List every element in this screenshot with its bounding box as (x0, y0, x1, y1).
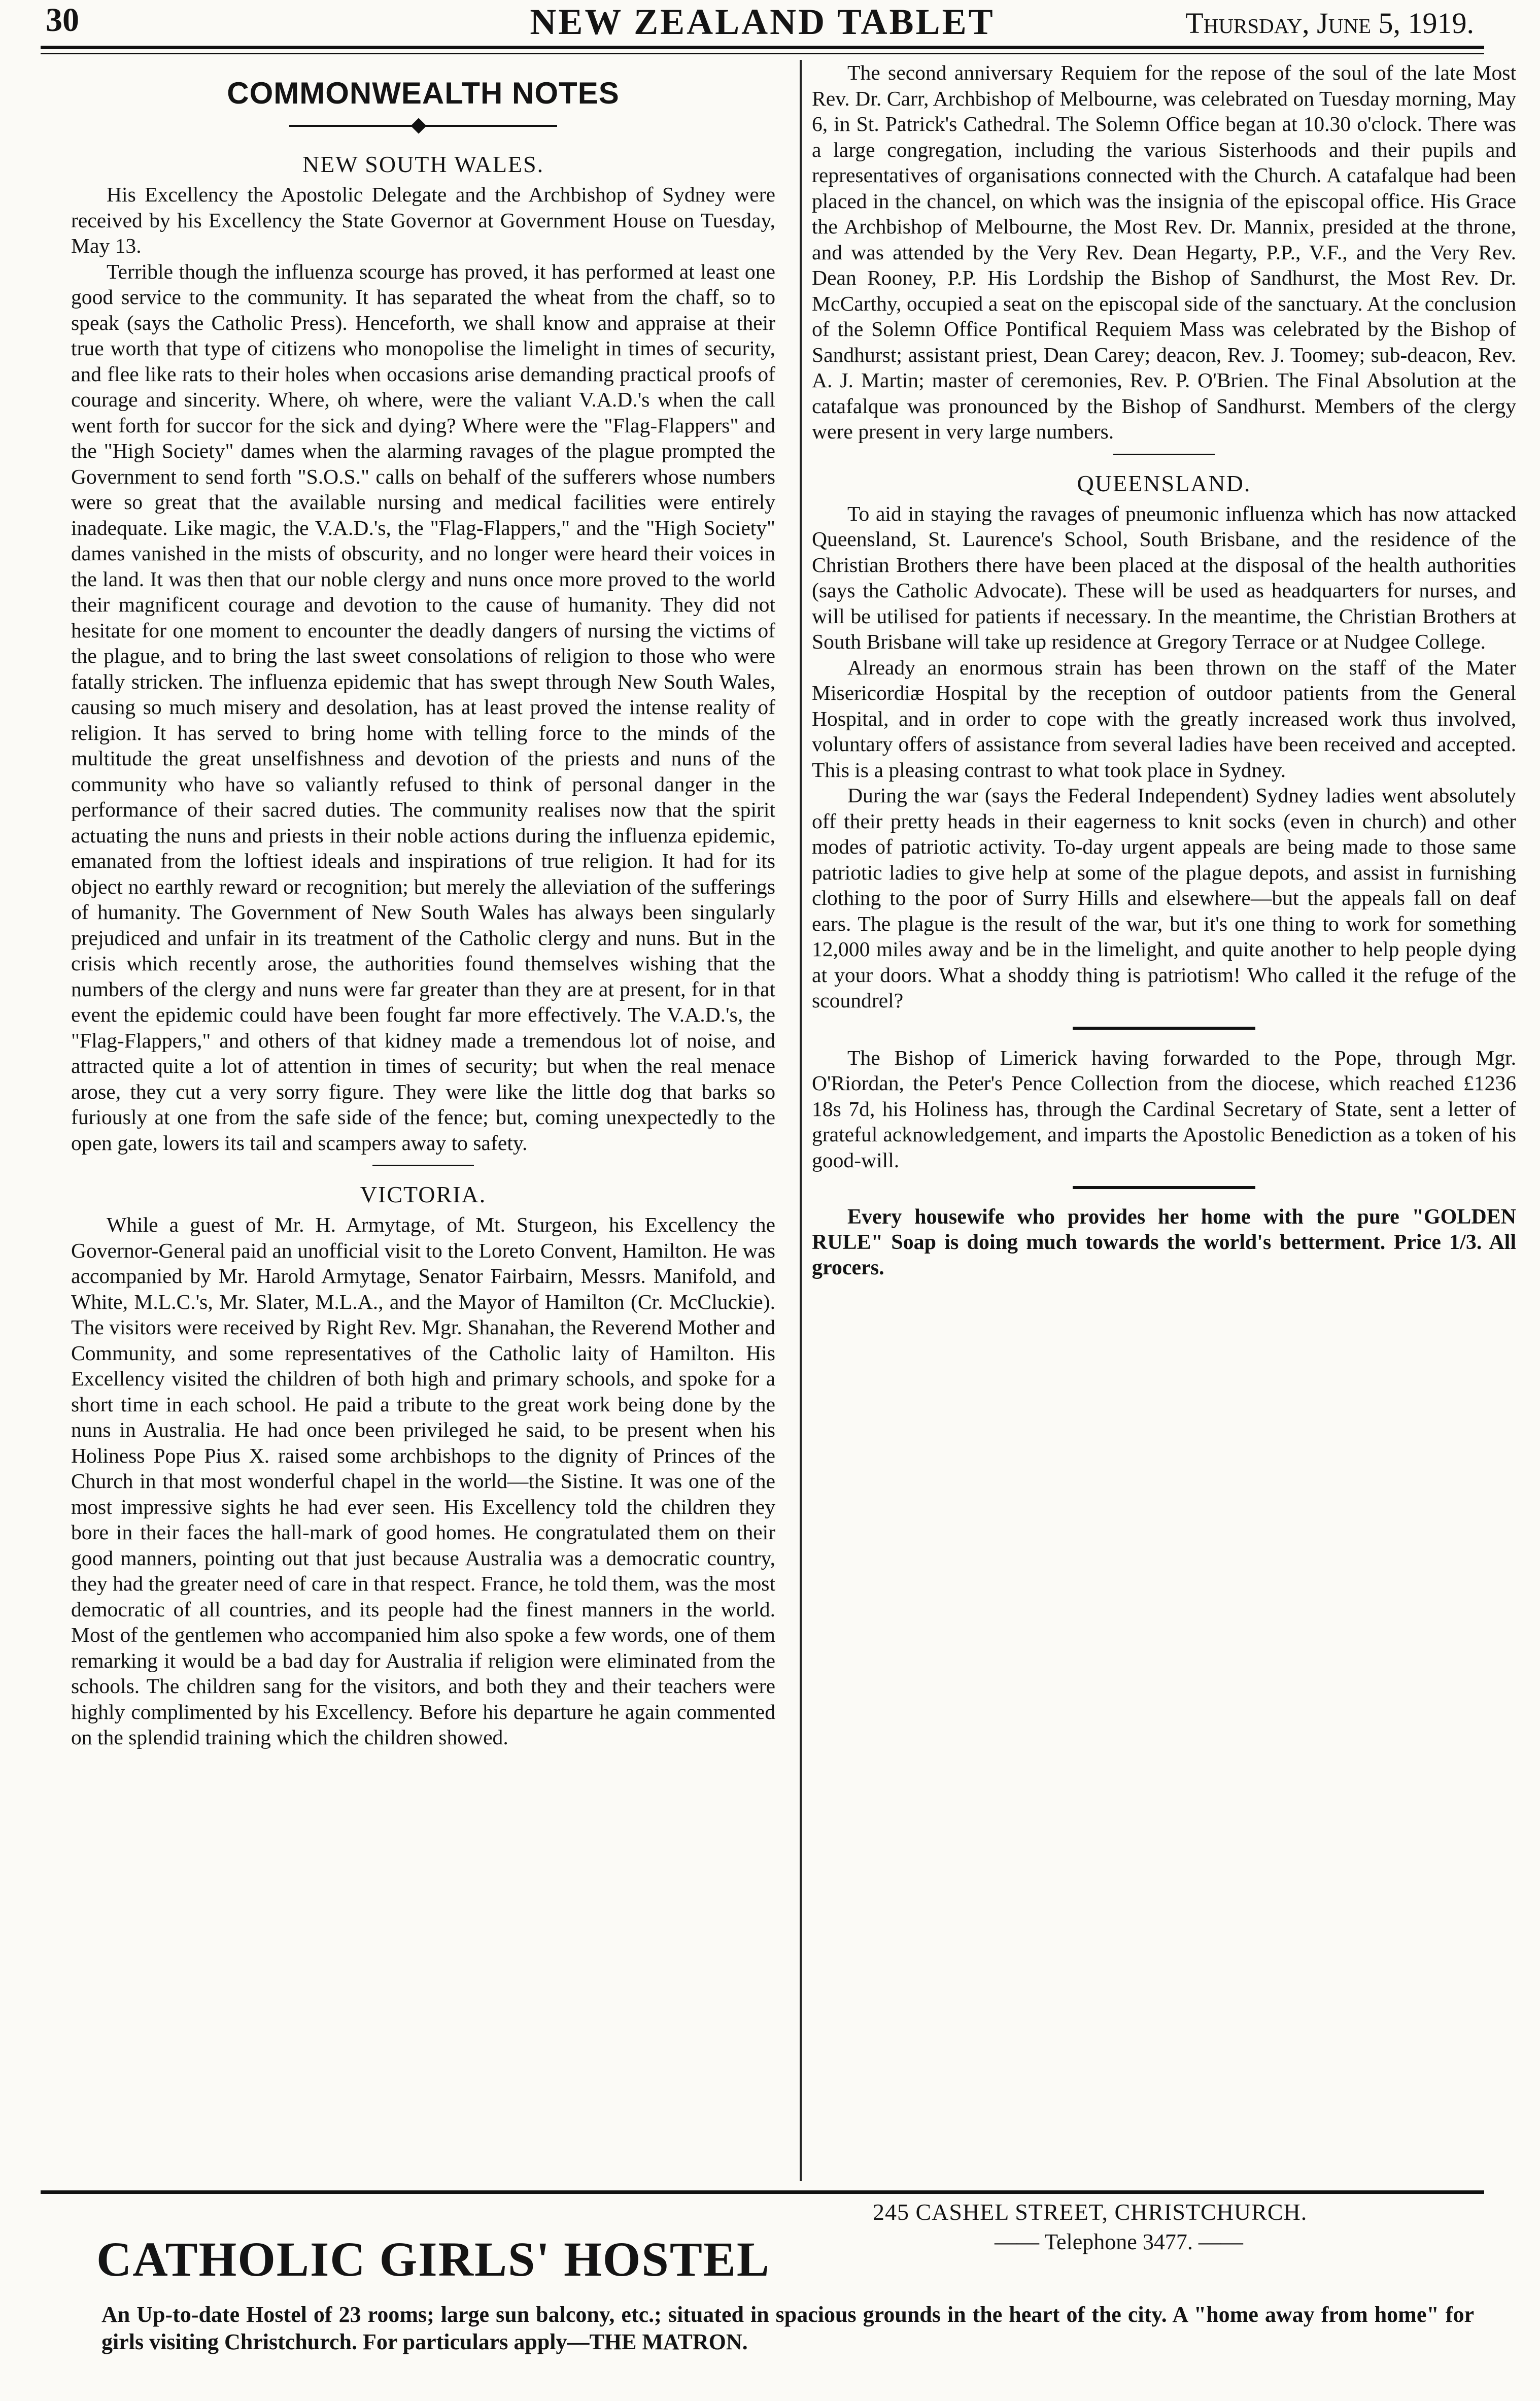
hostel-name: CATHOLIC GIRLS' HOSTEL (96, 2232, 770, 2286)
column-divider (800, 60, 802, 2181)
nsw-heading: NEW SOUTH WALES. (302, 151, 544, 177)
title-ornament (71, 116, 775, 136)
golden-rule-soap-advert: Every housewife who provides her home with the pure "GOLDEN RULE" Soap is doing much towards the world's betterment. Price 1/3. All grocers. (812, 1205, 1516, 1279)
header-rule (41, 53, 1484, 54)
victoria-paragraph-1: While a guest of Mr. H. Armytage, of Mt. Sturgeon, his Excellency the Governor-General paid an unofficial visit to the Loreto Convent, Hamilton. He was accompanied by Mr. Harold Armytage, Senator Fairbairn, Messrs. Manifold, and White, M.L.C.'s, Mr. Slater, M.L.A., and the Mayor of Hamilton (Cr. McCluckie). The visitors were received by Right Rev. Mgr. Shanahan, the Reverend Mother and Community, and some representatives of the Catholic laity of Hamilton. His Excellency visited the children of both high and primary schools, and spoke for a short time in each school. He paid a tribute to the great work being done by the nuns in Australia. He had once been privileged he said, to be present when his Holiness Pope Pius X. raised some archbishops to the dignity of Princes of the Church in that most wonderful chapel in the world—the Sistine. It was one of the most impressive sights he had ever seen. His Excellency told the children they bore in their faces the hall-mark of good homes. He congratulated them on their good manners, pointing out that just because Australia was a democratic country, they had the greater need of care in that respect. France, he told them, was the most democratic of all countries, and its people had the finest manners in the world. Most of the gentlemen who accompanied him also spoke a few words, one of them remarking it would be a bad day for Australia if religion were eliminated from the schools. The children sang for the visitors, and both they and their teachers were highly complimented by his Excellency. Before his departure he again commented on the splendid training which the children showed. (71, 1213, 775, 1749)
footer-rule (41, 2190, 1484, 2194)
section-separator (372, 1165, 474, 1166)
left-column (71, 60, 775, 2181)
section-separator (1073, 1186, 1255, 1189)
article-title: COMMONWEALTH NOTES (227, 76, 620, 110)
nsw-paragraph-2: Terrible though the influenza scourge has proved, it has performed at least one good service to the community. It has separated the wheat from the chaff, so to speak (says the Catholic Press). Henceforth, we shall know and appraise at their true worth that type of citizens who monopolise the limelight in times of security, and flee like rats to their holes when occasions arise demanding practical proofs of courage and sincerity. Where, oh where, were the valiant V.A.D.'s when the call went forth for succor for the sick and dying? Where were the "Flag-Flappers" and the "High Society" dames when the alarming ravages of the plague prompted the Government to send forth "S.O.S." calls on behalf of the sufferers whose numbers were so great that the available nursing and medical facilities were entirely inadequate. Like magic, the V.A.D.'s, the "Flag-Flappers," and the "High Society" dames vanished in the mists of obscurity, and no longer were heard their voices in the land. It was then that our noble clergy and nuns once more proved to the world their magnificent courage and devotion to the cause of humanity. They did not hesitate for one moment to encounter the deadly dangers of nursing the victims of the plague, and to bring the last sweet consolations of religion to those who were fatally stricken. The influenza epidemic that has swept through New South Wales, causing so much misery and desolation, has at least proved the intense reality of religion. It has served to bring home with telling force to the minds of the multitude the great unselfishness and devotion of the priests and nuns of the community who have so valiantly refused to think of personal danger in the performance of their sacred duties. The community realises now that the spirit actuating the nuns and priests in their noble actions during the influenza epidemic, emanated from the loftiest ideals and inspirations of true religion. It had for its object no earthly reward or recognition; but merely the alleviation of the sufferings of humanity. The Government of New South Wales has always been singularly prejudiced and unfair in its treatment of the Catholic clergy and nuns. But in the crisis which recently arose, the authorities found themselves wishing that the numbers of the clergy and nuns were far greater than they are at present, for in that event the epidemic could have been fought far more effectively. The V.A.D.'s, the "Flag-Flappers," and others of that kidney made a tremendous lot of noise, and attracted quite a lot of attention in times of security; but when the real menace arose, they cut a very sorry figure. They were like the little dog that barks so furiously at one from the safe side of the fence; but, coming unexpectedly to the open gate, lowers its tail and scampers away to safety. (71, 259, 775, 1155)
masthead (41, 0, 1484, 49)
limerick-paragraph: The Bishop of Limerick having forwarded to the Pope, through Mgr. O'Riordan, the Peter's Pence Collection from the diocese, which reached £1236 18s 7d, his Holiness has, through the Cardinal Secretary of State, sent a letter of grateful acknowledgement, and imparts the Apostolic Benediction as a token of his good-will. (812, 1045, 1516, 1172)
nsw-paragraph-1: His Excellency the Apostolic Delegate and the Archbishop of Sydney were received by his Excellency the State Governor at Government House on Tuesday, May 13. (71, 183, 775, 257)
section-separator (1113, 454, 1215, 455)
victoria-heading: VICTORIA. (360, 1181, 487, 1207)
publication-date: Thursday, June 5, 1919. (1185, 7, 1474, 40)
article-columns (41, 60, 1516, 2181)
queensland-paragraph-2: Already an enormous strain has been thrown on the staff of the Mater Misericordiæ Hospital by the reception of outdoor patients from the General Hospital, and in order to cope with the greatly increased work thus involved, voluntary offers of assistance from several ladies have been received and accepted. This is a pleasing contrast to what took place in Sydney. (812, 655, 1516, 782)
queensland-paragraph-1: To aid in staying the ravages of pneumonic influenza which has now attacked Queensland, St. Laurence's School, South Brisbane, and the residence of the Christian Brothers there have been placed at the disposal of the health authorities (says the Catholic Advocate). These will be used as headquarters for nurses, and will be utilised for patients if necessary. In the meantime, the Christian Brothers at South Brisbane will take up residence at Gregory Terrace or at Nudgee College. (812, 501, 1516, 653)
victoria-paragraph-2: The second anniversary Requiem for the repose of the soul of the late Most Rev. Dr. Carr, Archbishop of Melbourne, was celebrated on Tuesday morning, May 6, in St. Patrick's Cathedral. The Solemn Office began at 10.30 o'clock. There was a large congregation, including the various Sisterhoods and their pupils and representatives of organisations connected with the Church. A catafalque had been placed in the chancel, on which was the insignia of the episcopal office. His Grace the Archbishop of Melbourne, the Most Rev. Dr. Mannix, presided at the throne, and was attended by the Very Rev. Dean Hegarty, P.P., V.F., and the Very Rev. Dean Rooney, P.P. His Lordship the Bishop of Sandhurst, the Most Rev. Dr. McCarthy, occupied a seat on the episcopal side of the sanctuary. At the conclusion of the Solemn Office Pontifical Requiem Mass was celebrated by the Bishop of Sandhurst; assistant priest, Dean Carey; deacon, Rev. J. Toomey; sub-deacon, Rev. A. J. Martin; master of ceremonies, Rev. P. O'Brien. The Final Absolution at the catafalque was pronounced by the Bishop of Sandhurst. Members of the clergy were present in very large numbers. (812, 61, 1516, 443)
right-column (812, 60, 1516, 2181)
publication-title: NEW ZEALAND TABLET (530, 2, 995, 42)
queensland-paragraph-3: During the war (says the Federal Independent) Sydney ladies went absolutely off their pretty heads in their eagerness to knit socks (even in church) and other modes of patriotic activity. To-day urgent appeals are being made to those same patriotic ladies to give help at some of the plague depots, and assist in furnishing clothing to the poor of Surry Hills and elsewhere—but the appeals fall on deaf ears. The plague is the result of the war, but it's one thing to work for something 12,000 miles away and be in the limelight, and quite another to help people dying at your doors. What a shoddy thing is patriotism! Who called it the refuge of the scoundrel? (812, 784, 1516, 1012)
hostel-description: An Up-to-date Hostel of 23 rooms; large sun balcony, etc.; situated in spacious grounds in the heart of the city. A "home away from home" for girls visiting Christchurch. For particulars apply—THE MATRON. (101, 2302, 1474, 2354)
hostel-advertisement (41, 2199, 1484, 2381)
hostel-address: 245 CASHEL STREET, CHRISTCHURCH. (873, 2199, 1308, 2225)
section-separator (1073, 1027, 1255, 1030)
page-number: 30 (46, 2, 79, 39)
queensland-heading: QUEENSLAND. (1077, 470, 1251, 496)
hostel-telephone: —— Telephone 3477. —— (995, 2229, 1243, 2254)
